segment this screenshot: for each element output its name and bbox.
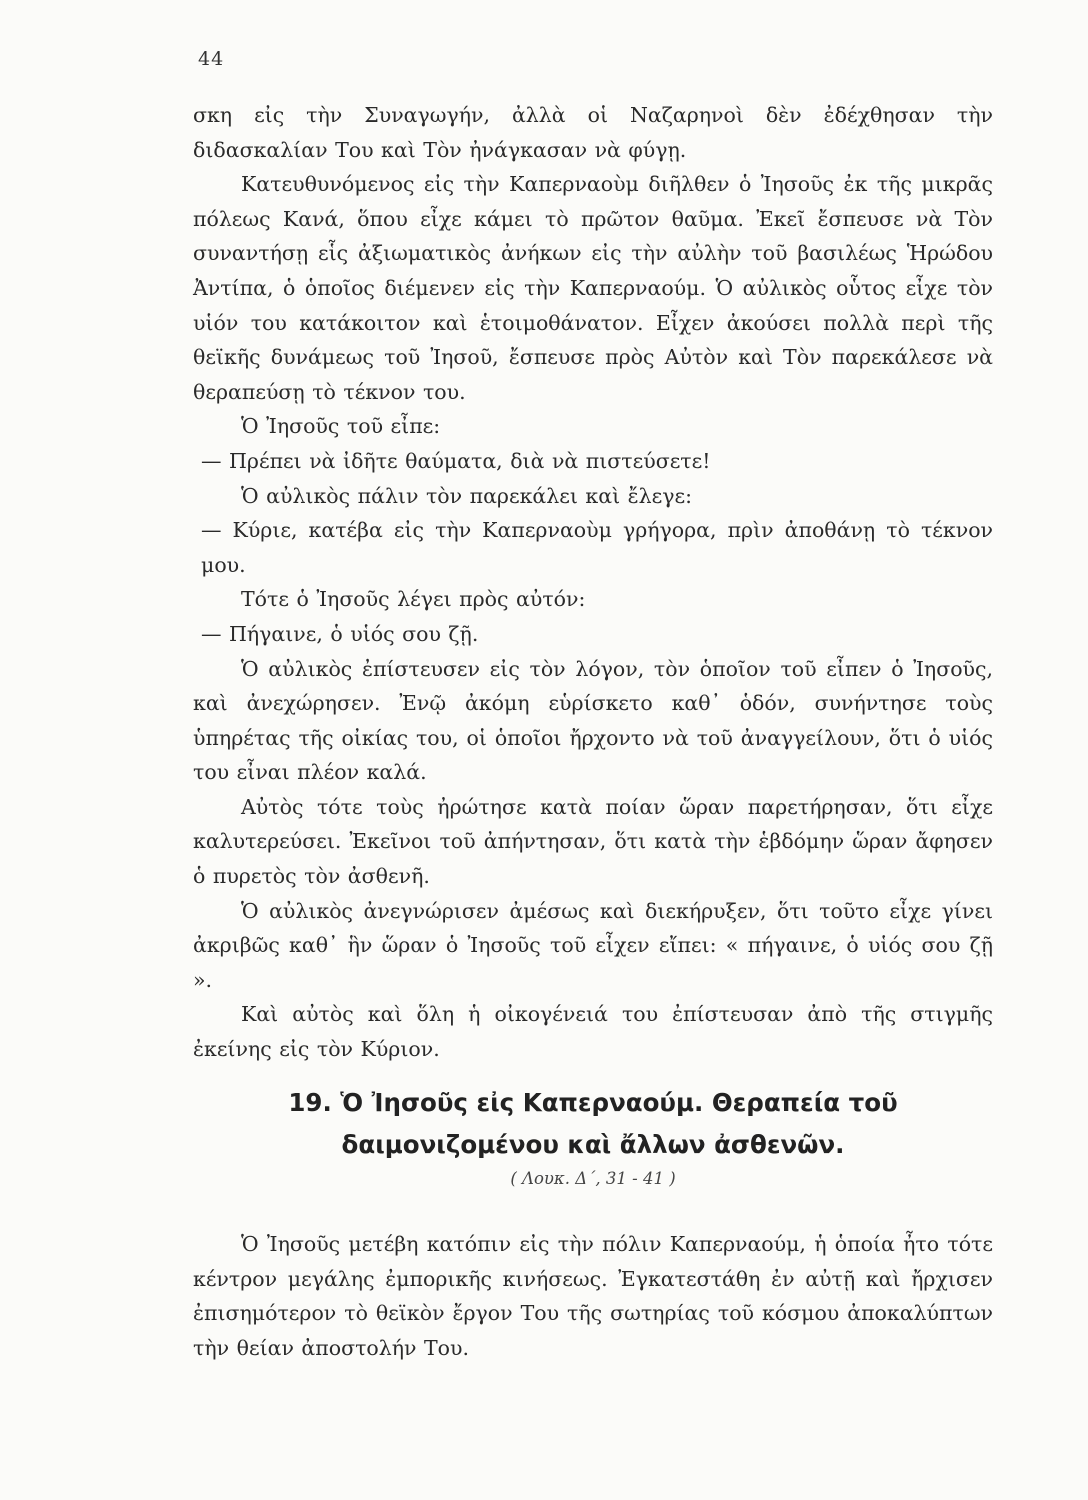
section-heading-line-1: 19. Ὁ Ἰησοῦς εἰς Καπερναούμ. Θεραπεία τοῦ: [288, 1088, 898, 1117]
paragraph: Τότε ὁ Ἰησοῦς λέγει πρὸς αὐτόν:: [241, 587, 586, 612]
paragraph: Κατευθυνόμενος εἰς τὴν Καπερναοὺμ διῆλθεν ὁ Ἰησοῦς ἐκ τῆς μικρᾶς πόλεως Κανά, ὅπου εἶχε κάμει τὸ πρῶτον θαῦμα. Ἐκεῖ ἔσπευσε νὰ Τὸν συναντήσῃ εἷς ἀξιωματικὸς ἀνήκων εἰς τὴν αὐλὴν τοῦ βασιλέως Ἡρώδου Ἀντίπα, ὁ ὁποῖος διέμενεν εἰς τὴν Καπερναούμ. Ὁ αὐλικὸς οὗτος εἶχε τὸν υἱόν του κατάκοιτον καὶ ἑτοιμοθάνατον. Εἶχεν ἀκούσει πολλὰ περὶ τῆς θεϊκῆς δυνάμεως τοῦ Ἰησοῦ, ἔσπευσε πρὸς Αὐτὸν καὶ Τὸν παρεκάλεσε νὰ θεραπεύσῃ τὸ τέκνον του.: [193, 172, 993, 404]
paragraph: Ὁ αὐλικὸς ἀνεγνώρισεν ἀμέσως καὶ διεκήρυξεν, ὅτι τοῦτο εἶχε γίνει ἀκριβῶς καθ᾽ ἣν ὥραν ὁ Ἰησοῦς τοῦ εἶχεν εἴπει: « πήγαινε, ὁ υἱός σου ζῇ ».: [193, 898, 993, 992]
paragraph: Ὁ αὐλικὸς ἐπίστευσεν εἰς τὸν λόγον, τὸν ὁποῖον τοῦ εἶπεν ὁ Ἰησοῦς, καὶ ἀνεχώρησεν. Ἐνῷ ἀκόμη εὑρίσκετο καθ᾽ ὁδόν, συνήντησε τοὺς ὑπηρέτας τῆς οἰκίας του, οἱ ὁποῖοι ἤρχοντο νὰ τοῦ ἀναγγείλουν, ὅτι ὁ υἱός του εἶναι πλέον καλά.: [193, 656, 993, 785]
scripture-citation: ( Λουκ. Δ΄, 31 - 41 ): [510, 1169, 676, 1188]
section-body-text: [193, 1227, 993, 1365]
paragraph: Ὁ Ἰησοῦς μετέβη κατόπιν εἰς τὴν πόλιν Καπερναούμ, ἡ ὁποία ἦτο τότε κέντρον μεγάλης ἐμπορικῆς κινήσεως. Ἐγκατεστάθη ἐν αὐτῇ καὶ ἤρχισεν ἐπισημότερον τὸ θεϊκὸν ἔργον Του τῆς σωτηρίας τοῦ κόσμου ἀποκαλύπτων τὴν θείαν ἀποστολήν Του.: [193, 1232, 993, 1360]
paragraph-continuation: σκη εἰς τὴν Συναγωγήν, ἀλλὰ οἱ Ναζαρηνοὶ δὲν ἐδέχθησαν τὴν διδασκαλίαν Του καὶ Τὸν ἠνάγκασαν νὰ φύγῃ.: [193, 103, 993, 162]
body-text: [193, 98, 993, 1067]
dialogue-line: — Πρέπει νὰ ἰδῆτε θαύματα, διὰ νὰ πιστεύσετε!: [201, 448, 711, 473]
section-heading: [193, 1082, 993, 1166]
dialogue-line: — Πήγαινε, ὁ υἱός σου ζῇ.: [201, 621, 479, 646]
paragraph: Ὁ αὐλικὸς πάλιν τὸν παρεκάλει καὶ ἔλεγε:: [241, 483, 693, 508]
paragraph: Ὁ Ἰησοῦς τοῦ εἶπε:: [241, 414, 441, 439]
section-heading-line-2: δαιμονιζομένου καὶ ἄλλων ἀσθενῶν.: [341, 1130, 845, 1159]
page-number: 44: [198, 48, 225, 70]
paragraph: Αὐτὸς τότε τοὺς ἠρώτησε κατὰ ποίαν ὥραν παρετήρησαν, ὅτι εἶχε καλυτερεύσει. Ἐκεῖνοι τοῦ ἀπήντησαν, ὅτι κατὰ τὴν ἑβδόμην ὥραν ἄφησεν ὁ πυρετὸς τὸν ἀσθενῆ.: [193, 794, 993, 889]
paragraph: Καὶ αὐτὸς καὶ ὅλη ἡ οἰκογένειά του ἐπίστευσαν ἀπὸ τῆς στιγμῆς ἐκείνης εἰς τὸν Κύριον.: [193, 1002, 993, 1062]
dialogue-line: — Κύριε, κατέβα εἰς τὴν Καπερναοὺμ γρήγορα, πρὶν ἀποθάνῃ τὸ τέκνον μου.: [201, 518, 993, 577]
